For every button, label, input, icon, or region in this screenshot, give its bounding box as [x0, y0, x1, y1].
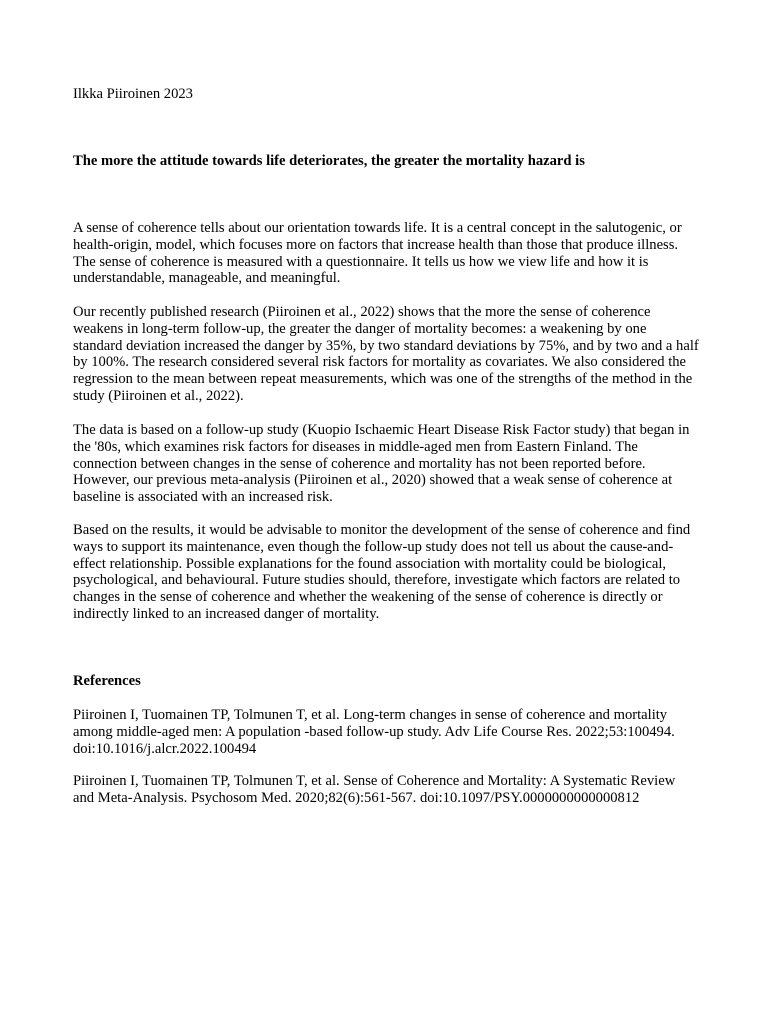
author-line: Ilkka Piiroinen 2023 — [73, 86, 193, 102]
reference-1: Piiroinen I, Tuomainen TP, Tolmunen T, et al. Long-term changes in sense of coherence and mortality among middle-aged men: A population -based follow-up study. Adv Life Course Res. 2022;53:100494. doi:10.1016/j.alcr.2022.100494 — [73, 707, 675, 757]
references-heading: References — [73, 673, 141, 689]
document-title: The more the attitude towards life deteriorates, the greater the mortality hazard is — [73, 153, 585, 169]
body-paragraph-1: A sense of coherence tells about our orientation towards life. It is a central concept in the salutogenic, or health-origin, model, which focuses more on factors that increase health than those that produce illness. The sense of coherence is measured with a questionnaire. It tells us how we view life and how it is understandable, manageable, and meaningful. — [73, 220, 682, 287]
body-paragraph-2: Our recently published research (Piiroinen et al., 2022) shows that the more the sense of coherence weakens in long-term follow-up, the greater the danger of mortality becomes: a weakening by one standard deviation increased the danger by 35%, by two standard deviations by 75%, and by two and a half by 100%. The research considered several risk factors for mortality as covariates. We also considered the regression to the mean between repeat measurements, which was one of the strengths of the method in the study (Piiroinen et al., 2022). — [73, 304, 699, 404]
reference-2: Piiroinen I, Tuomainen TP, Tolmunen T, et al. Sense of Coherence and Mortality: A Systematic Review and Meta-Analysis. Psychosom Med. 2020;82(6):561-567. doi:10.1097/PSY.0000000000000812 — [73, 773, 676, 806]
body-paragraph-4: Based on the results, it would be advisable to monitor the development of the sense of coherence and find ways to support its maintenance, even though the follow-up study does not tell us about the cause-and-effect relationship. Possible explanations for the found association with mortality could be biological, psychological, and behavioural. Future studies should, therefore, investigate which factors are related to changes in the sense of coherence and whether the weakening of the sense of coherence is directly or indirectly linked to an increased danger of mortality. — [73, 522, 691, 622]
body-paragraph-3: The data is based on a follow-up study (Kuopio Ischaemic Heart Disease Risk Factor study) that began in the '80s, which examines risk factors for diseases in middle-aged men from Eastern Finland. The connection between changes in the sense of coherence and mortality has not been reported before. However, our previous meta-analysis (Piiroinen et al., 2020) showed that a weak sense of coherence at baseline is associated with an increased risk. — [73, 422, 690, 506]
